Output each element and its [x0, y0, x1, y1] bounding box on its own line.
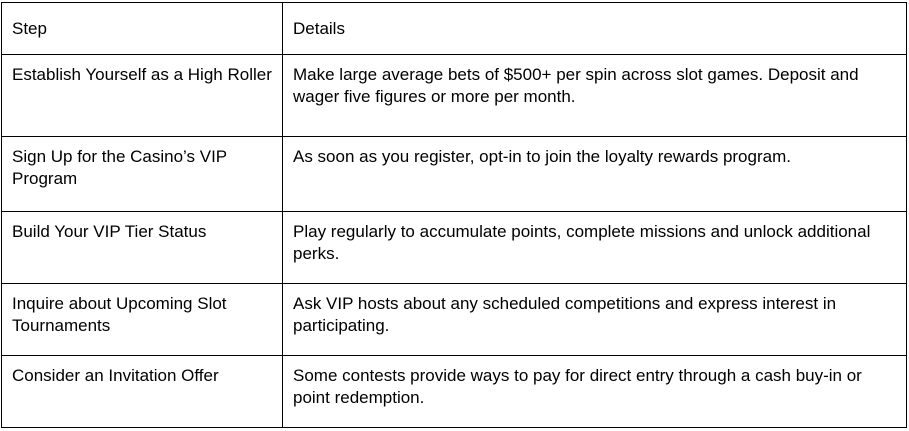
table-row	[2, 55, 907, 137]
table-row	[2, 137, 907, 212]
table-row	[2, 356, 907, 428]
details-cell: Play regularly to accumulate points, complete missions and unlock additional perks.	[283, 212, 907, 284]
table-row	[2, 212, 907, 284]
header-details: Details	[283, 3, 907, 55]
details-cell: Some contests provide ways to pay for direct entry through a cash buy-in or point redemption.	[283, 356, 907, 428]
details-cell: Make large average bets of $500+ per spin across slot games. Deposit and wager five figures or more per month.	[283, 55, 907, 137]
step-cell: Build Your VIP Tier Status	[2, 212, 283, 284]
header-step: Step	[2, 3, 283, 55]
step-cell: Consider an Invitation Offer	[2, 356, 283, 428]
table-row	[2, 284, 907, 356]
steps-table	[1, 2, 907, 428]
step-cell: Inquire about Upcoming Slot Tournaments	[2, 284, 283, 356]
table-header-row	[2, 3, 907, 55]
details-cell: Ask VIP hosts about any scheduled competitions and express interest in participating.	[283, 284, 907, 356]
details-cell: As soon as you register, opt-in to join the loyalty rewards program.	[283, 137, 907, 212]
step-cell: Sign Up for the Casino’s VIP Program	[2, 137, 283, 212]
step-cell: Establish Yourself as a High Roller	[2, 55, 283, 137]
